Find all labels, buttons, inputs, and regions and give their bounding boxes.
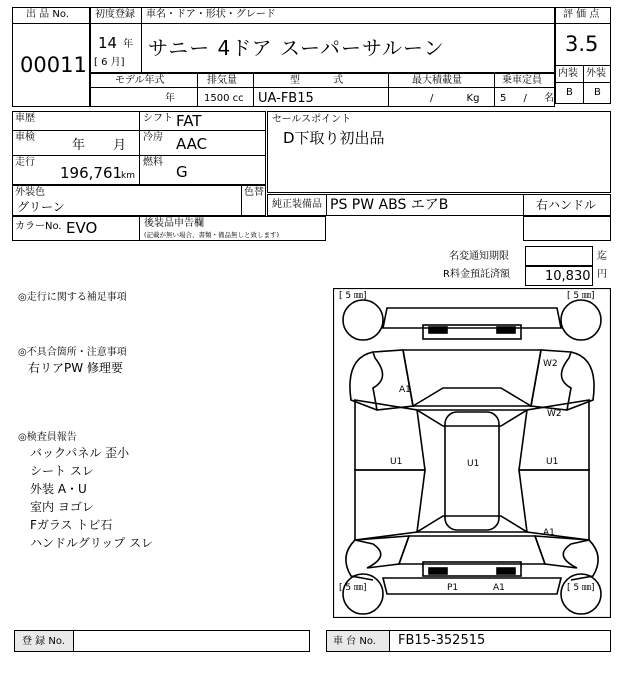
car-damage-diagram: [333, 288, 611, 622]
tire-depth-rear-left: [ 5 ㎜]: [339, 583, 367, 593]
inspector-report-label: ◎検査員報告: [18, 432, 77, 443]
driving-notes-label: ◎走行に関する補足事項: [18, 292, 127, 303]
damage-mark-u1-left: U1: [390, 457, 403, 467]
recycle-fee-label: R料金預託済額: [443, 269, 510, 280]
sales-point-label: セールスポイント: [272, 114, 352, 125]
capacity-label: 乗車定員: [502, 75, 542, 86]
car-outline-svg: [333, 288, 611, 618]
mileage-value: 196,761: [60, 164, 123, 182]
inspection-label: 車検: [15, 132, 35, 143]
color-no-value: EVO: [66, 219, 98, 237]
inspector-line: シート スレ: [30, 464, 94, 478]
history-label: 車歴: [15, 113, 35, 124]
fuel-value: G: [176, 163, 188, 181]
exterior-label: 外装: [586, 68, 606, 79]
damage-mark-a1-front: A1: [399, 385, 411, 395]
sales-point-value: D下取り初出品: [283, 129, 385, 147]
first-registration-label: 初度登録: [95, 9, 135, 20]
mileage-label: 走行: [15, 157, 35, 168]
chassis-number-label: 車 台 No.: [333, 636, 376, 647]
interior-grade: B: [566, 87, 573, 98]
equipment-value: PS PW ABS エアB: [330, 197, 449, 213]
chassis-number-value: FB15-352515: [398, 633, 486, 648]
type-value: UA-FB15: [258, 91, 314, 106]
damage-mark-p1: P1: [447, 583, 459, 593]
max-load-label: 最大積載量: [412, 75, 462, 86]
exterior-color-label: 外装色: [15, 187, 45, 198]
damage-mark-a1-bumper: A1: [493, 583, 505, 593]
lot-number-label: 出 品 No.: [26, 9, 69, 20]
damage-mark-u1-center: U1: [467, 459, 480, 469]
interior-label: 内装: [558, 68, 578, 79]
exterior-grade: B: [594, 87, 601, 98]
score-value: 3.5: [565, 32, 599, 56]
year-unit: 年: [123, 39, 133, 50]
shift-value: FAT: [176, 112, 202, 130]
color-change-label: 色替: [244, 187, 264, 198]
registration-number-label: 登 録 No.: [22, 636, 65, 647]
inspector-line: 外装 A・U: [30, 482, 87, 496]
model-year-unit: 年: [165, 93, 175, 104]
tire-depth-front-left: [ 5 ㎜]: [339, 291, 367, 301]
inspector-line: Fガラス トビ石: [30, 518, 113, 532]
inspector-line: ハンドルグリップ スレ: [30, 536, 154, 550]
first-registration-month: [ 6 月]: [94, 57, 125, 68]
displacement: 1500 cc: [204, 93, 244, 104]
car-name: サニー 4ドア スーパーサルーン: [148, 36, 445, 60]
defects-label: ◎不具合箇所・注意事項: [18, 347, 127, 358]
score-label: 評 価 点: [563, 9, 600, 20]
defects-text: 右リアPW 修理要: [28, 361, 123, 375]
ac-label: 冷房: [143, 132, 163, 143]
damage-mark-u1-right: U1: [546, 457, 559, 467]
name-change-unit: 迄: [597, 251, 607, 262]
damage-mark-w2-mid: W2: [547, 409, 562, 419]
name-change-label: 名変通知期限: [449, 251, 509, 262]
max-load: / Kg: [430, 93, 480, 104]
lot-number: 00011: [20, 53, 87, 77]
recycle-fee-unit: 円: [597, 269, 607, 280]
color-no-label: カラーNo.: [15, 221, 62, 232]
blank-box: [523, 216, 611, 241]
inspector-line: バックパネル 歪小: [30, 446, 130, 460]
first-registration-year: 14: [98, 34, 118, 52]
inspection-value: 年 月: [72, 138, 127, 153]
exterior-color-value: グリーン: [17, 200, 65, 214]
equipment-label: 純正装備品: [272, 199, 322, 210]
name-change-field: [525, 246, 593, 266]
type-label: 型 式: [290, 75, 344, 86]
damage-mark-w2-upper: W2: [543, 359, 558, 369]
model-year-label: モデル年式: [115, 75, 165, 86]
fuel-label: 燃料: [143, 157, 163, 168]
recycle-fee-value: 10,830: [545, 269, 591, 284]
tire-depth-front-right: [ 5 ㎜]: [567, 291, 595, 301]
mileage-unit: km: [121, 171, 135, 181]
capacity: 5 / 名: [500, 93, 555, 104]
inspector-line: 室内 ヨゴレ: [30, 500, 94, 514]
car-name-label: 車名・ドア・形状・グレード: [146, 9, 276, 20]
tire-depth-rear-right: [ 5 ㎜]: [567, 583, 595, 593]
aftermarket-note: (記載が無い場合、書類・備品無しと致します): [144, 231, 280, 239]
ac-value: AAC: [176, 135, 208, 153]
steering-value: 右ハンドル: [536, 198, 597, 212]
shift-label: シフト: [143, 113, 173, 124]
damage-mark-a1-rear: A1: [543, 528, 555, 538]
aftermarket-label: 後装品申告欄: [144, 218, 204, 229]
displacement-label: 排気量: [207, 75, 237, 86]
